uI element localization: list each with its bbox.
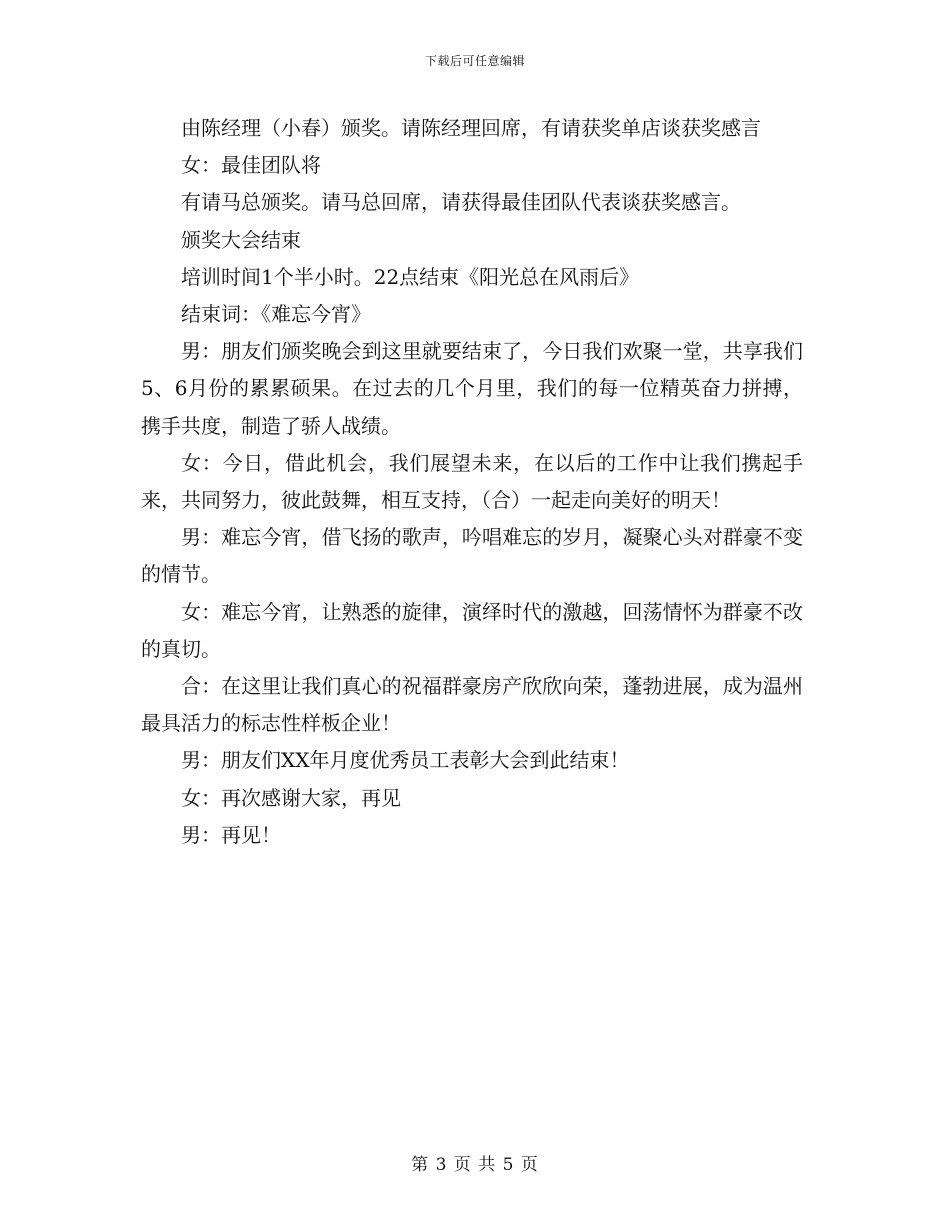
paragraph-award-chen: 由陈经理（小春）颁奖。请陈经理回席，有请获奖单店谈获奖感言 — [181, 116, 761, 140]
paragraph-female-closing-2: 女：难忘今宵，让熟悉的旋律，演绎时代的激越，回荡情怀为群豪不改的真切。 — [141, 599, 803, 661]
paragraph-closing-title: 结束词：《难忘今宵》 — [181, 302, 371, 327]
paragraph-male-closing-2: 男：难忘今宵，借飞扬的歌声，吟唱难忘的岁月，凝聚心头对群豪不变的情节。 — [141, 525, 803, 587]
page-header-note: 下载后可任意编辑 — [424, 54, 525, 68]
paragraph-female-goodbye: 女：再次感谢大家，再见 — [181, 785, 401, 810]
paragraph-male-goodbye: 男：再见！ — [181, 822, 281, 847]
paragraph-award-ma: 有请马总颁奖。请马总回席，请获得最佳团队代表谈获奖感言。 — [181, 190, 741, 215]
paragraph-male-closing-1: 男：朋友们颁奖晚会到这里就要结束了，今日我们欢聚一堂，共享我们5、6月份的累累硕果。在过去的几个月里，我们的每一位精英奋力拼搏，携手共度，制造了骄人战绩。 — [141, 339, 803, 438]
document-body — [141, 110, 803, 854]
paragraph-female-closing-1: 女：今日，借此机会，我们展望未来，在以后的工作中让我们携起手来，共同努力，彼此鼓舞，相互支持，（合）一起走向美好的明天！ — [141, 450, 803, 513]
page-number: 第 3 页 共 5 页 — [411, 1155, 539, 1175]
paragraph-training-time: 培训时间1个半小时。22点结束《阳光总在风雨后》 — [181, 264, 640, 289]
paragraph-male-closing-3: 男：朋友们XX年月度优秀员工表彰大会到此结束！ — [181, 748, 630, 773]
paragraph-together-closing: 合：在这里让我们真心的祝福群豪房产欣欣向荣，蓬勃进展，成为温州最具活力的标志性样板企业！ — [141, 674, 803, 736]
paragraph-ceremony-end: 颁奖大会结束 — [181, 227, 301, 252]
paragraph-best-team: 女：最佳团队将 — [181, 153, 321, 178]
